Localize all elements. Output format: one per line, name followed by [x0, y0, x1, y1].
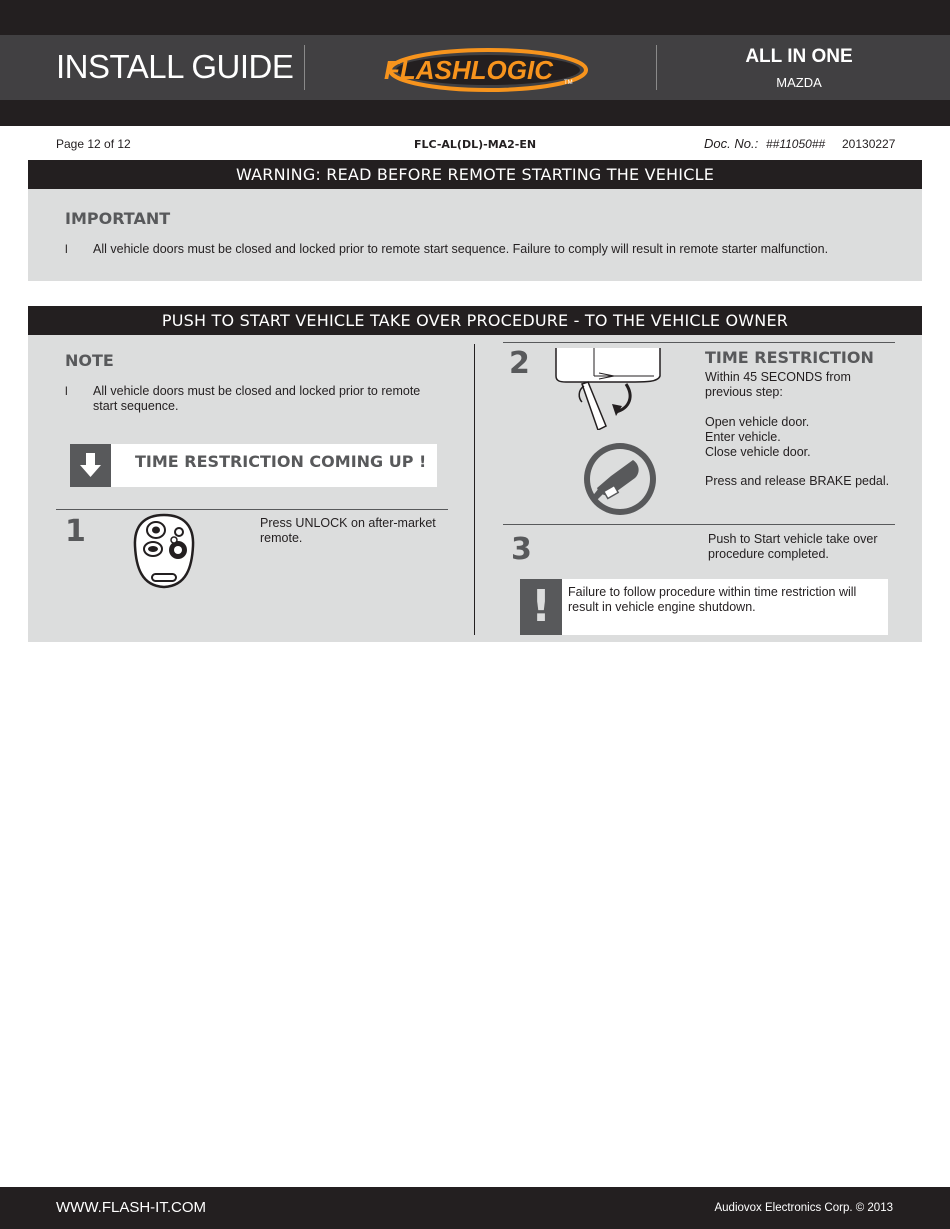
step2-close-door: Close vehicle door.: [705, 445, 811, 459]
step2-number: 2: [509, 346, 530, 381]
product-name: ALL IN ONE: [745, 46, 853, 67]
header-divider-right: [656, 45, 657, 90]
footer-bar: [0, 1187, 950, 1229]
time-restriction-label: TIME RESTRICTION COMING UP !: [135, 452, 427, 471]
logo-tm: TM: [564, 80, 573, 86]
step2-open-door: Open vehicle door.: [705, 415, 810, 429]
shutdown-warning-text: Failure to follow procedure within time restriction will result in vehicle engine shutdown.: [568, 585, 857, 614]
important-text: All vehicle doors must be closed and locked prior to remote start sequence. Failure to comply will result in remote starter malfunction.: [93, 242, 829, 256]
note-text: All vehicle doors must be closed and locked prior to remote start sequence.: [93, 384, 421, 413]
note-bullet: l: [65, 384, 68, 398]
doc-number-label: Doc. No.:: [704, 136, 759, 151]
important-bullet: l: [65, 242, 68, 256]
page-number: Page 12 of 12: [56, 137, 131, 151]
takeover-heading: PUSH TO START VEHICLE TAKE OVER PROCEDURE - TO THE VEHICLE OWNER: [28, 306, 922, 335]
time-restriction-title: TIME RESTRICTION: [705, 348, 874, 367]
step2-enter-vehicle: Enter vehicle.: [705, 430, 781, 444]
shutdown-warning: [520, 579, 888, 635]
header-divider: [304, 45, 305, 90]
warning-heading: WARNING: READ BEFORE REMOTE STARTING THE VEHICLE: [28, 160, 922, 189]
flashlogic-logo: [378, 44, 588, 96]
step3-divider: [503, 524, 895, 525]
column-divider: [474, 344, 475, 635]
step2-top-line: [503, 342, 895, 343]
exclamation-icon: !: [520, 579, 562, 635]
step3-text: Push to Start vehicle take over procedure completed.: [708, 532, 878, 561]
doc-number: ##11050##: [766, 137, 826, 151]
step1-divider: [56, 509, 448, 510]
step2-intro: Within 45 SECONDS from previous step:: [705, 370, 851, 399]
page-title: INSTALL GUIDE: [56, 48, 294, 85]
vehicle-make: MAZDA: [776, 75, 822, 90]
note-title: NOTE: [65, 351, 114, 370]
remote-control-icon: [132, 512, 196, 590]
warning-panel: [28, 160, 922, 281]
logo-wordmark: FLASHLOGIC: [384, 55, 553, 85]
step1-text: Press UNLOCK on after-market remote.: [260, 516, 436, 545]
step3-number: 3: [511, 532, 532, 567]
time-restriction-banner: [70, 444, 437, 487]
footer-copyright: Audiovox Electronics Corp. © 2013: [714, 1202, 893, 1214]
step1-number: 1: [65, 514, 86, 549]
doc-date: 20130227: [842, 137, 896, 151]
car-door-handle-icon: [554, 346, 664, 430]
footer-url: WWW.FLASH-IT.COM: [56, 1199, 206, 1216]
important-title: IMPORTANT: [65, 209, 171, 228]
down-arrow-icon: [70, 444, 111, 487]
brake-pedal-icon: [581, 440, 659, 518]
takeover-panel: [28, 306, 922, 642]
step2-brake: Press and release BRAKE pedal.: [705, 474, 890, 488]
document-code: FLC-AL(DL)-MA2-EN: [414, 138, 537, 151]
